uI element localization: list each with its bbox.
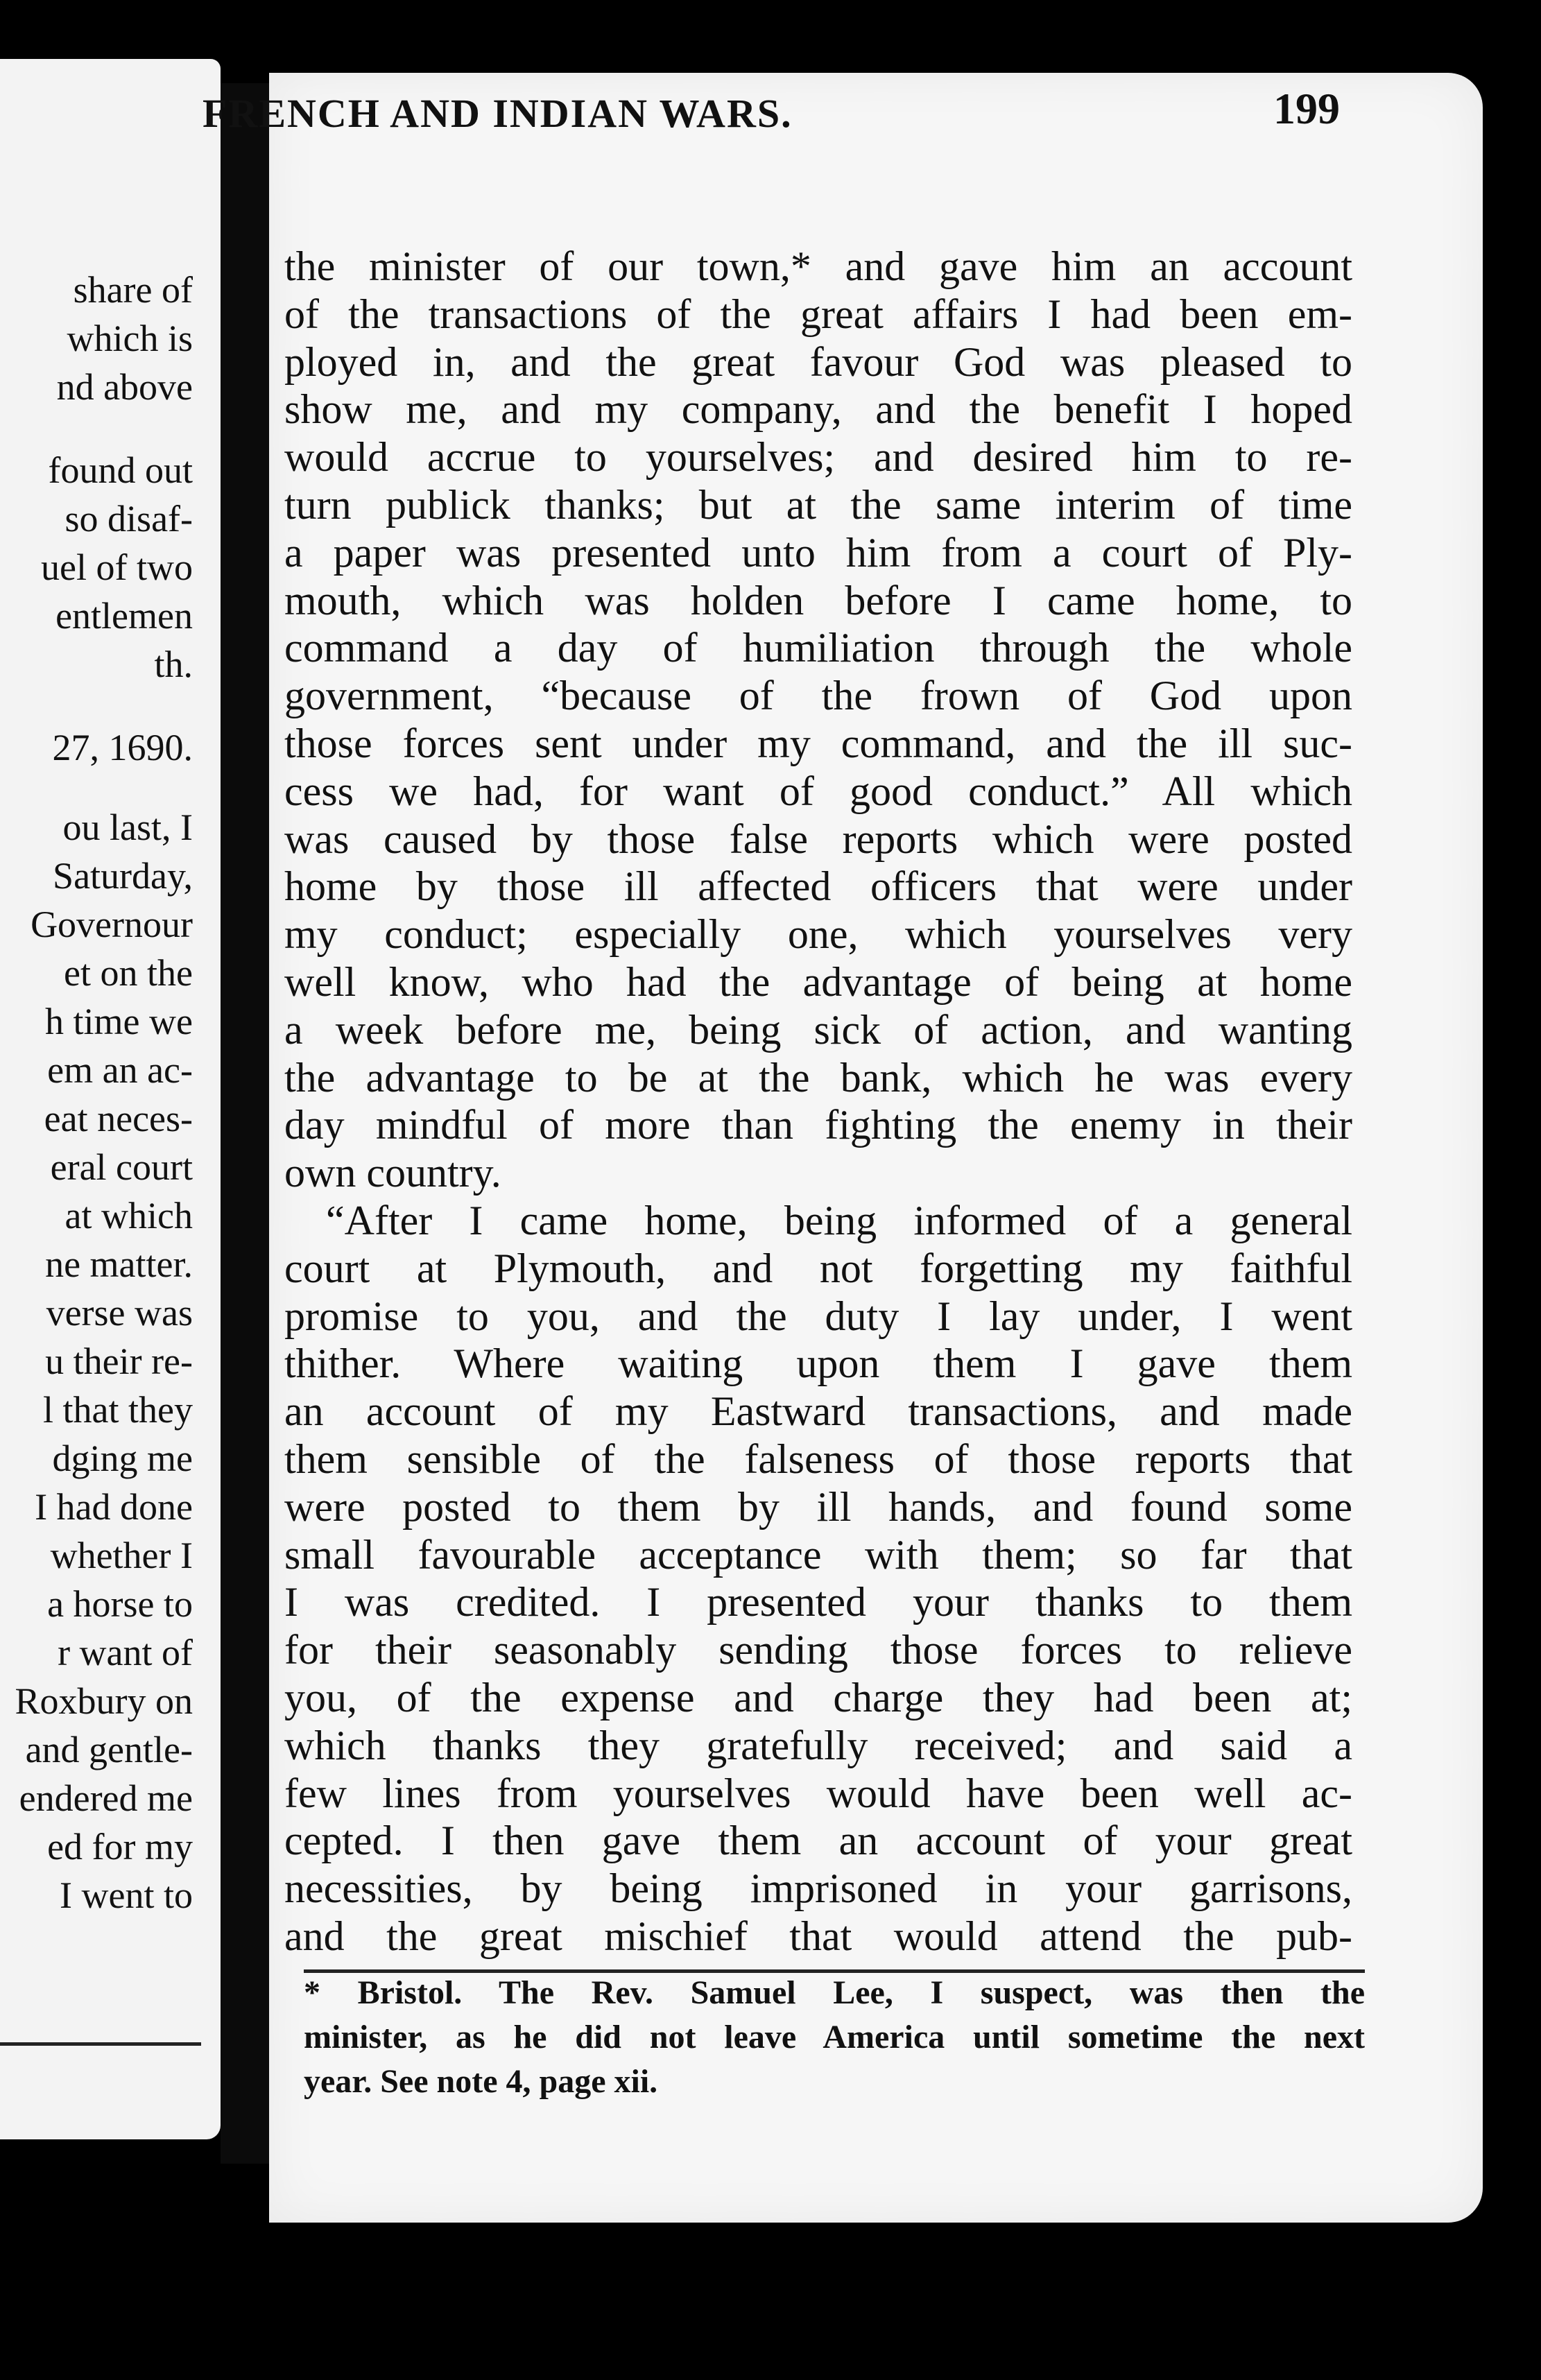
text-line: few lines from yourselves would have been well ac-	[284, 1770, 1352, 1816]
text-line: ployed in, and the great favour God was pleased to	[284, 338, 1352, 385]
left-text-line: l that they	[43, 1389, 193, 1431]
text-line: thither. Where waiting upon them I gave them	[284, 1340, 1352, 1387]
left-text-line: nd above	[56, 366, 193, 408]
text-line: for their seasonably sending those forces to relieve	[284, 1627, 1352, 1673]
left-text-line: found out	[48, 449, 193, 491]
text-line: you, of the expense and charge they had been at;	[284, 1674, 1352, 1721]
left-text-line: share of	[73, 269, 193, 311]
footnote	[304, 1971, 1365, 2104]
text-line: own country.	[284, 1150, 501, 1196]
left-text-line: et on the	[64, 952, 193, 994]
left-text-line: eat neces-	[44, 1098, 193, 1139]
left-text-line: ne matter.	[45, 1243, 193, 1285]
left-text-line: uel of two	[41, 546, 193, 588]
left-text-line: a horse to	[47, 1583, 193, 1625]
left-text-line: endered me	[19, 1777, 193, 1819]
text-line: promise to you, and the duty I lay under, I went	[284, 1293, 1352, 1339]
text-line: I was credited. I presented your thanks to them	[284, 1579, 1352, 1626]
text-line: those forces sent under my command, and the ill suc-	[284, 720, 1352, 766]
text-line: cepted. I then gave them an account of your great	[284, 1818, 1352, 1864]
footnote-line: minister, as he did not leave America until sometime the next	[304, 2019, 1365, 2055]
text-line: home by those ill affected officers that were under	[284, 863, 1352, 910]
left-text-line: ed for my	[47, 1826, 193, 1868]
left-text-line: h time we	[45, 1001, 193, 1042]
text-line: a paper was presented unto him from a court of Ply-	[284, 529, 1352, 576]
text-line: small favourable acceptance with them; so far that	[284, 1531, 1352, 1578]
left-text-line: whether I	[50, 1535, 193, 1576]
text-line: cess we had, for want of good conduct.” All which	[284, 768, 1352, 814]
left-text-line: em an ac-	[47, 1049, 193, 1091]
text-line: government, “because of the frown of God upon	[284, 673, 1352, 719]
text-line: the minister of our town,* and gave him an account	[284, 243, 1352, 289]
left-text-line: u their re-	[45, 1340, 193, 1382]
book-gutter	[221, 83, 269, 2164]
text-line: necessities, by being imprisoned in your garrisons,	[284, 1865, 1352, 1912]
left-text-line: Governour	[31, 904, 193, 945]
left-text-line: ou last, I	[62, 807, 193, 848]
page-number: 199	[1273, 84, 1340, 133]
text-line: show me, and my company, and the benefit I hoped	[284, 386, 1352, 433]
left-text-line: eral court	[50, 1146, 193, 1188]
text-line: court at Plymouth, and not forgetting my faithful	[284, 1245, 1352, 1291]
text-line: and the great mischief that would attend the pub-	[284, 1913, 1352, 1959]
left-footnote-rule	[0, 2042, 201, 2046]
text-line: the advantage to be at the bank, which he was every	[284, 1054, 1352, 1101]
left-text-line: Saturday,	[53, 855, 193, 897]
text-line: a week before me, being sick of action, and wanting	[284, 1006, 1352, 1053]
left-text-line: entlemen	[55, 595, 193, 637]
footnote-line: year. See note 4, page xii.	[304, 2063, 658, 2100]
left-text-line: I went to	[60, 1874, 193, 1916]
body-text	[284, 243, 1352, 1960]
left-text-line: 27, 1690.	[52, 727, 193, 768]
text-line: was caused by those false reports which were posted	[284, 816, 1352, 862]
page-header	[203, 84, 1340, 157]
text-line: were posted to them by ill hands, and found some	[284, 1483, 1352, 1530]
left-text-line: and gentle-	[25, 1729, 193, 1770]
left-text-line: r want of	[58, 1632, 193, 1673]
text-line: mouth, which was holden before I came home, to	[284, 577, 1352, 623]
text-line: turn publick thanks; but at the same interim of time	[284, 481, 1352, 528]
text-line: which thanks they gratefully received; and said a	[284, 1722, 1352, 1768]
left-text-line: at which	[64, 1195, 193, 1236]
left-text-line: so disaf-	[64, 498, 193, 540]
text-line: day mindful of more than fighting the enemy in their	[284, 1102, 1352, 1148]
left-text-line: which is	[67, 318, 193, 359]
text-line: of the transactions of the great affairs I had been em-	[284, 291, 1352, 337]
left-text-line: th.	[154, 644, 193, 685]
left-text-line: I had done	[35, 1486, 193, 1528]
left-text-line: dging me	[52, 1438, 193, 1479]
text-line: “After I came home, being informed of a general	[326, 1197, 1352, 1243]
left-text-line: Roxbury on	[15, 1680, 193, 1722]
left-page-fragment	[0, 59, 221, 2139]
text-line: would accrue to yourselves; and desired him to re-	[284, 434, 1352, 481]
footnote-line: * Bristol. The Rev. Samuel Lee, I suspect, was then the	[304, 1974, 1365, 2011]
text-line: my conduct; especially one, which yourselves very	[284, 911, 1352, 958]
text-line: them sensible of the falseness of those reports that	[284, 1435, 1352, 1482]
running-head: FRENCH AND INDIAN WARS.	[203, 91, 793, 136]
text-line: an account of my Eastward transactions, and made	[284, 1388, 1352, 1435]
left-text-line: verse was	[46, 1292, 193, 1334]
text-line: command a day of humiliation through the whole	[284, 625, 1352, 671]
text-line: well know, who had the advantage of being at home	[284, 958, 1352, 1005]
